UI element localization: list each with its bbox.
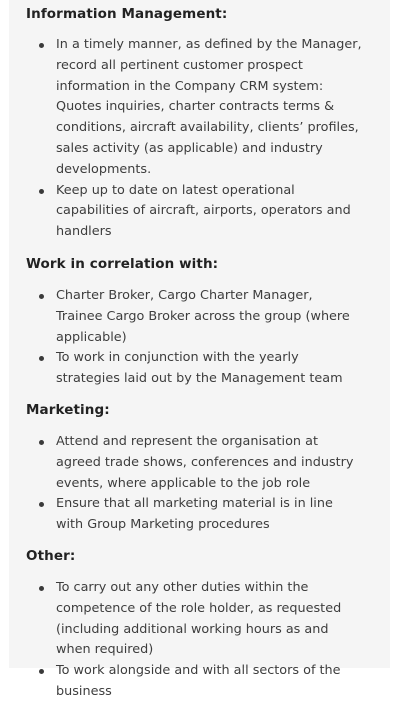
- bullet-icon: [39, 189, 44, 194]
- list-item: [26, 181, 364, 243]
- bullet-icon: [39, 586, 44, 591]
- bullet-icon: [39, 502, 44, 507]
- list-item: [26, 661, 364, 703]
- list-item: [26, 432, 364, 494]
- list-item-text: To carry out any other duties within the competence of the role holder, as requested (including additional working hours as and when required): [56, 580, 342, 658]
- list-item: [26, 348, 364, 390]
- bullet-icon: [39, 669, 44, 674]
- list-item-text: Keep up to date on latest operational capabilities of aircraft, airports, operators and handlers: [56, 182, 351, 240]
- marketing-list: [26, 432, 364, 536]
- section-title-work-in-correlation: Work in correlation with:: [26, 256, 219, 272]
- list-item-text: In a timely manner, as defined by the Manager, record all pertinent customer prospect information in the Company CRM system: Quotes inquiries, charter contracts terms & conditions, aircraft availability, clients’ profiles, sales activity (as applicable) and industry developments.: [56, 37, 362, 177]
- bullet-icon: [39, 356, 44, 361]
- bullet-icon: [39, 294, 44, 299]
- list-item: [26, 286, 364, 348]
- work-in-correlation-list: [26, 286, 364, 390]
- content-panel: [9, 0, 390, 699]
- list-item: [26, 578, 364, 661]
- section-title-information-management: Information Management:: [26, 6, 228, 22]
- list-item: [26, 35, 364, 181]
- section-title-marketing: Marketing:: [26, 402, 110, 418]
- list-item-text: Attend and represent the organisation at agreed trade shows, conferences and industry events, where applicable to the job role: [56, 434, 354, 491]
- other-list: [26, 578, 364, 703]
- list-item: [26, 494, 364, 536]
- bullet-icon: [39, 440, 44, 445]
- list-item-text: Charter Broker, Cargo Charter Manager, Trainee Cargo Broker across the group (where applicable): [56, 288, 354, 345]
- list-item-text: To work in conjunction with the yearly strategies laid out by the Management team: [56, 350, 343, 387]
- information-management-list: [26, 35, 364, 243]
- list-item-text: To work alongside and with all sectors of the business: [56, 663, 341, 699]
- section-title-other: Other:: [26, 548, 76, 564]
- list-item-text: Ensure that all marketing material is in line with Group Marketing procedures: [56, 496, 333, 533]
- bullet-icon: [39, 43, 44, 48]
